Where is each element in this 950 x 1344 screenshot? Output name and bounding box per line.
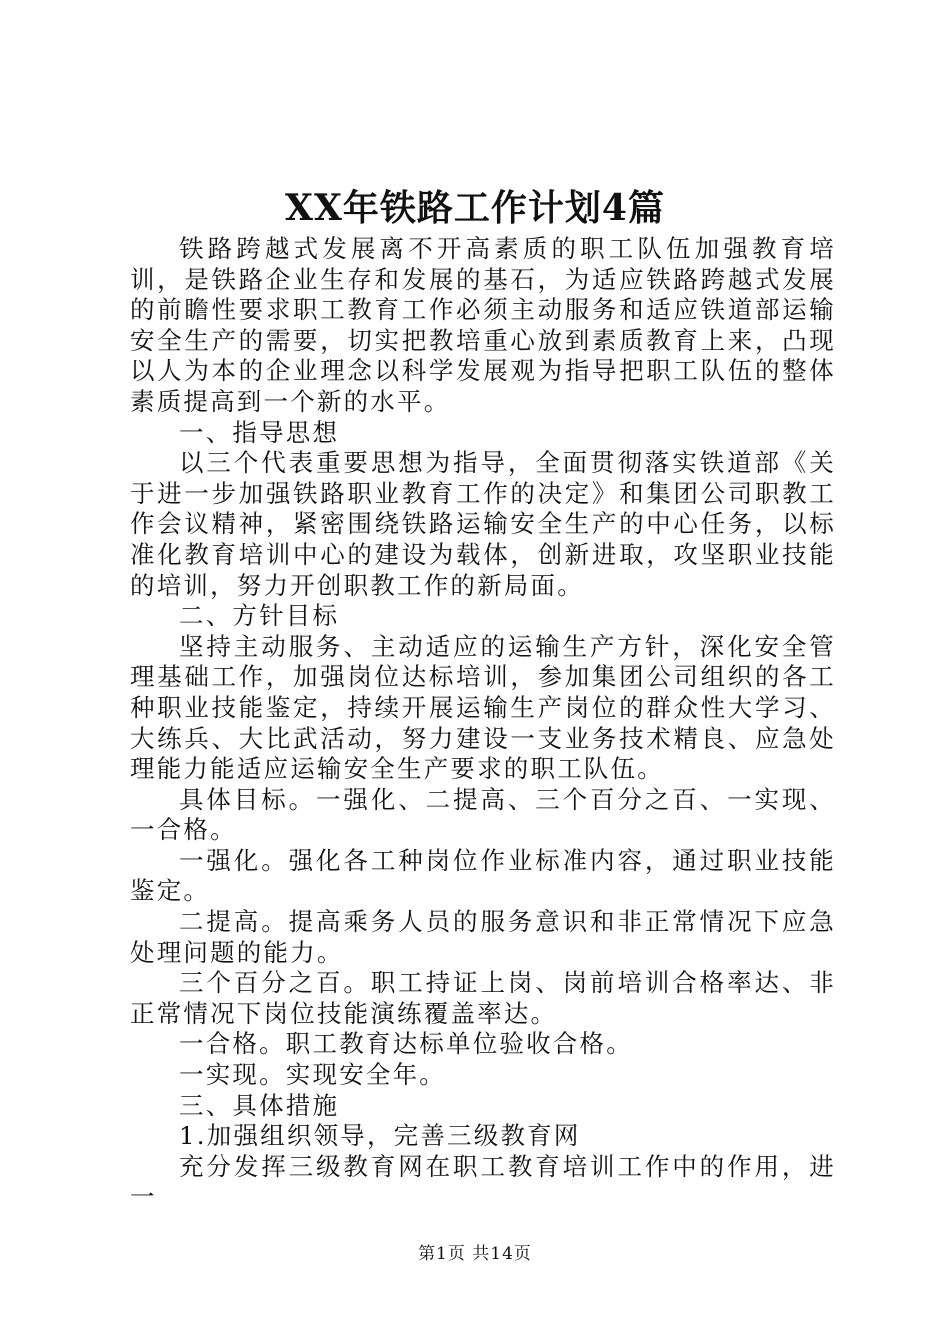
specific-goals-paragraph: 具体目标。一强化、二提高、三个百分之百、一实现、一合格。 (130, 784, 836, 845)
section-heading-guiding-ideology: 一、指导思想 (179, 417, 340, 447)
goal-two-improve-paragraph: 二提高。提高乘务人员的服务意识和非正常情况下应急处理问题的能力。 (130, 907, 836, 967)
page-footer: 第1页 共14页 (418, 1244, 532, 1264)
organization-paragraph: 充分发挥三级教育网在职工教育培训工作中的作用，进一 (130, 1151, 836, 1212)
section-heading-policy-goals: 二、方针目标 (179, 601, 340, 631)
intro-paragraph: 铁路跨越式发展离不开高素质的职工队伍加强教育培训，是铁路企业生存和发展的基石，为适应铁路跨越式发展的前瞻性要求职工教育工作必须主动服务和适应铁道部运输安全生产的需要，切实把教培重心放到素质教育上来，凸现以人为本的企业理念以科学发展观为指导把职工队伍的整体素质提高到一个新的水平。 (130, 234, 836, 416)
subheading-organization: 1.加强组织领导，完善三级教育网 (179, 1121, 581, 1151)
section-heading-measures: 三、具体措施 (179, 1090, 340, 1120)
goal-three-hundred-percent-paragraph: 三个百分之百。职工持证上岗、岗前培训合格率达、非正常情况下岗位技能演练覆盖率达。 (130, 968, 836, 1028)
guiding-ideology-paragraph: 以三个代表重要思想为指导，全面贯彻落实铁道部《关于进一步加强铁路职业教育工作的决定》和集团公司职教工作会议精神，紧密围绕铁路运输安全生产的中心任务，以标准化教育培训中心的建设为载体，创新进取，攻坚职业技能的培训，努力开创职教工作的新局面。 (130, 448, 836, 600)
goal-achieve-paragraph: 一实现。实现安全年。 (179, 1060, 446, 1090)
goal-qualified-paragraph: 一合格。职工教育达标单位验收合格。 (179, 1029, 633, 1059)
policy-goals-paragraph: 坚持主动服务、主动适应的运输生产方针，深化安全管理基础工作，加强岗位达标培训，参加集团公司组织的各工种职业技能鉴定，持续开展运输生产岗位的群众性大学习、大练兵、大比武活动，努力建设一支业务技术精良、应急处理能力能适应运输安全生产要求的职工队伍。 (130, 631, 836, 784)
document-body (130, 234, 836, 1213)
goal-one-strengthen-paragraph: 一强化。强化各工种岗位作业标准内容，通过职业技能鉴定。 (130, 845, 836, 906)
document-title: XX年铁路工作计划4篇 (285, 187, 665, 229)
